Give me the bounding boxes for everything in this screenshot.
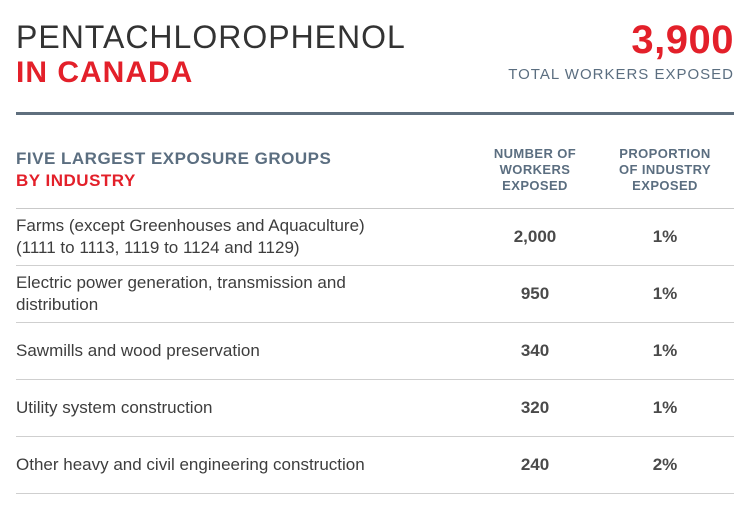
- industry-label: [16, 437, 466, 493]
- column-header-workers-line: NUMBER OF: [493, 146, 577, 161]
- column-header-workers-line: WORKERS: [499, 162, 571, 177]
- workers-exposed-value: 240: [520, 455, 550, 474]
- column-header-proportion-line: PROPORTION: [619, 146, 711, 161]
- column-header-proportion: [600, 146, 730, 194]
- industry-label-line: Electric power generation, transmission and: [16, 273, 346, 292]
- workers-exposed-value: 320: [520, 398, 550, 417]
- table-row: [16, 266, 734, 323]
- title-country: IN CANADA: [16, 56, 194, 89]
- table-row: [16, 323, 734, 380]
- total-workers-label: TOTAL WORKERS EXPOSED: [508, 66, 734, 83]
- title-block: [16, 20, 406, 90]
- workers-exposed-value: 2,000: [513, 227, 557, 246]
- workers-exposed-value: 340: [520, 341, 550, 360]
- proportion-exposed-value: 1%: [652, 227, 678, 246]
- total-workers-number: 3,900: [631, 18, 734, 62]
- proportion-exposed-value: 1%: [652, 284, 678, 303]
- proportion-exposed-value: 2%: [652, 455, 678, 474]
- title-substance: PENTACHLOROPHENOL: [16, 19, 406, 55]
- table-heading-main: FIVE LARGEST EXPOSURE GROUPS: [16, 149, 332, 168]
- industry-label-line: Utility system construction: [16, 398, 213, 417]
- industry-label-line: Other heavy and civil engineering construction: [16, 455, 365, 474]
- industry-label: [16, 266, 466, 322]
- industry-label-line: Farms (except Greenhouses and Aquaculture): [16, 216, 365, 235]
- proportion-exposed-value: 1%: [652, 398, 678, 417]
- workers-exposed-value: 950: [520, 284, 550, 303]
- total-stat-block: [508, 18, 734, 84]
- industry-label: [16, 209, 466, 265]
- exposure-table: [16, 209, 734, 494]
- column-header-proportion-line: OF INDUSTRY: [618, 162, 712, 177]
- proportion-exposed-value: 1%: [652, 341, 678, 360]
- industry-label: [16, 323, 466, 379]
- table-row: [16, 209, 734, 266]
- column-header-proportion-line: EXPOSED: [632, 178, 698, 193]
- industry-label: [16, 380, 466, 436]
- industry-label-line: distribution: [16, 295, 99, 314]
- top-divider: [16, 112, 734, 115]
- table-heading: [16, 148, 331, 192]
- column-header-workers-line: EXPOSED: [502, 178, 568, 193]
- table-heading-sub: BY INDUSTRY: [16, 171, 136, 190]
- table-row: [16, 437, 734, 494]
- industry-label-line: (1111 to 1113, 1119 to 1124 and 1129): [16, 238, 300, 257]
- industry-label-line: Sawmills and wood preservation: [16, 341, 260, 360]
- column-header-workers: [470, 146, 600, 194]
- table-row: [16, 380, 734, 437]
